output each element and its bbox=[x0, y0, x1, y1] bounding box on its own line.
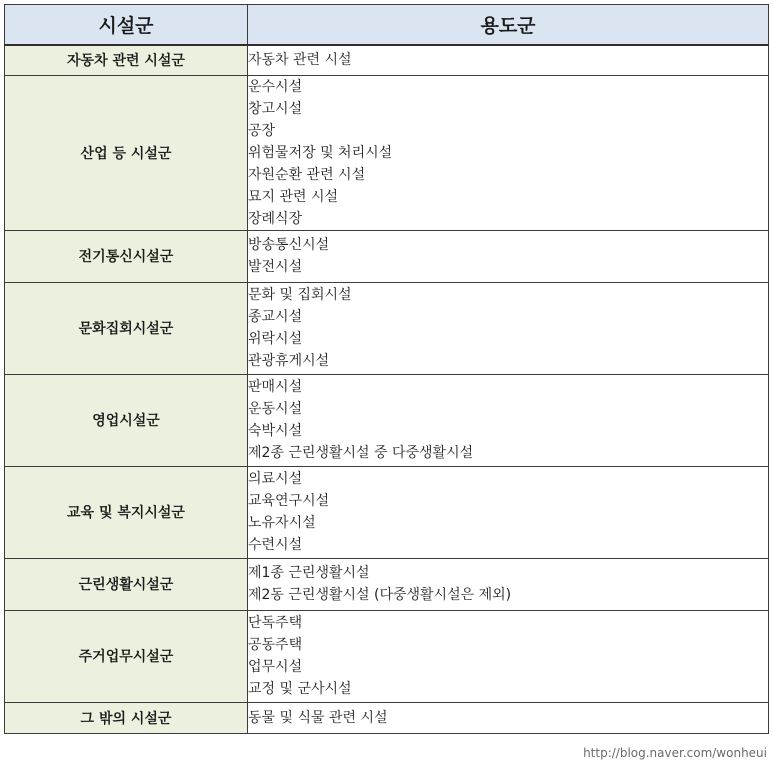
facility-group-cell: 영업시설군 bbox=[5, 374, 248, 466]
use-item: 장례식장 bbox=[248, 210, 303, 227]
use-group-cell bbox=[248, 75, 769, 230]
use-item: 공장 bbox=[248, 122, 276, 139]
use-group-cell bbox=[248, 466, 769, 558]
use-item: 공동주택 bbox=[248, 637, 303, 653]
use-item: 업무시설 bbox=[248, 659, 303, 675]
use-item: 교육연구시설 bbox=[248, 493, 330, 509]
table-row bbox=[5, 702, 769, 733]
facility-group-cell: 근린생활시설군 bbox=[5, 558, 248, 610]
use-item: 제2종 근린생활시설 중 다중생활시설 bbox=[248, 445, 474, 461]
use-item: 제1종 근린생활시설 bbox=[248, 565, 370, 581]
use-item: 자동차 관련 시설 bbox=[248, 52, 352, 69]
use-group-cell bbox=[248, 702, 769, 733]
blog-watermark: http://blog.naver.com/wonheui bbox=[583, 746, 767, 760]
use-item: 문화 및 집회시설 bbox=[248, 287, 352, 303]
use-item: 수련시설 bbox=[248, 537, 303, 553]
table-header-row bbox=[5, 5, 769, 46]
facility-group-cell: 자동차 관련 시설군 bbox=[5, 45, 248, 75]
facility-group-cell: 문화집회시설군 bbox=[5, 282, 248, 374]
use-group-cell bbox=[248, 282, 769, 374]
facility-classification-table bbox=[4, 4, 769, 734]
use-item: 숙박시설 bbox=[248, 423, 303, 439]
use-item: 위험물저장 및 처리시설 bbox=[248, 144, 393, 161]
use-group-cell bbox=[248, 610, 769, 702]
use-item: 관광휴게시설 bbox=[248, 353, 330, 369]
table-row bbox=[5, 230, 769, 282]
facility-group-cell: 전기통신시설군 bbox=[5, 230, 248, 282]
use-item: 판매시설 bbox=[248, 379, 303, 395]
table-row bbox=[5, 374, 769, 466]
header-use-group: 용도군 bbox=[248, 5, 769, 46]
table-row bbox=[5, 282, 769, 374]
table-row bbox=[5, 466, 769, 558]
table-row bbox=[5, 75, 769, 230]
use-group-cell bbox=[248, 45, 769, 75]
header-facility-group: 시설군 bbox=[5, 5, 248, 46]
use-item: 노유자시설 bbox=[248, 515, 316, 531]
facility-group-cell: 산업 등 시설군 bbox=[5, 75, 248, 230]
use-item: 운수시설 bbox=[248, 78, 303, 95]
table-row bbox=[5, 558, 769, 610]
use-item: 운동시설 bbox=[248, 401, 303, 417]
use-item: 창고시설 bbox=[248, 100, 303, 117]
use-group-cell bbox=[248, 230, 769, 282]
use-group-cell bbox=[248, 374, 769, 466]
facility-group-cell: 주거업무시설군 bbox=[5, 610, 248, 702]
facility-group-cell: 교육 및 복지시설군 bbox=[5, 466, 248, 558]
use-item: 의료시설 bbox=[248, 471, 303, 487]
use-item: 위락시설 bbox=[248, 331, 303, 347]
use-item: 단독주택 bbox=[248, 615, 303, 631]
table-body bbox=[5, 45, 769, 733]
use-item: 제2동 근린생활시설 (다중생활시설은 제외) bbox=[248, 587, 512, 603]
use-item: 교정 및 군사시설 bbox=[248, 681, 352, 697]
use-item: 묘지 관련 시설 bbox=[248, 188, 339, 205]
use-item: 방송통신시설 bbox=[248, 237, 330, 253]
table-row bbox=[5, 610, 769, 702]
facility-group-cell: 그 밖의 시설군 bbox=[5, 702, 248, 733]
table-row bbox=[5, 45, 769, 75]
use-group-cell bbox=[248, 558, 769, 610]
use-item: 발전시설 bbox=[248, 259, 303, 275]
use-item: 자원순환 관련 시설 bbox=[248, 166, 366, 183]
use-item: 동물 및 식물 관련 시설 bbox=[248, 709, 388, 726]
use-item: 종교시설 bbox=[248, 309, 303, 325]
